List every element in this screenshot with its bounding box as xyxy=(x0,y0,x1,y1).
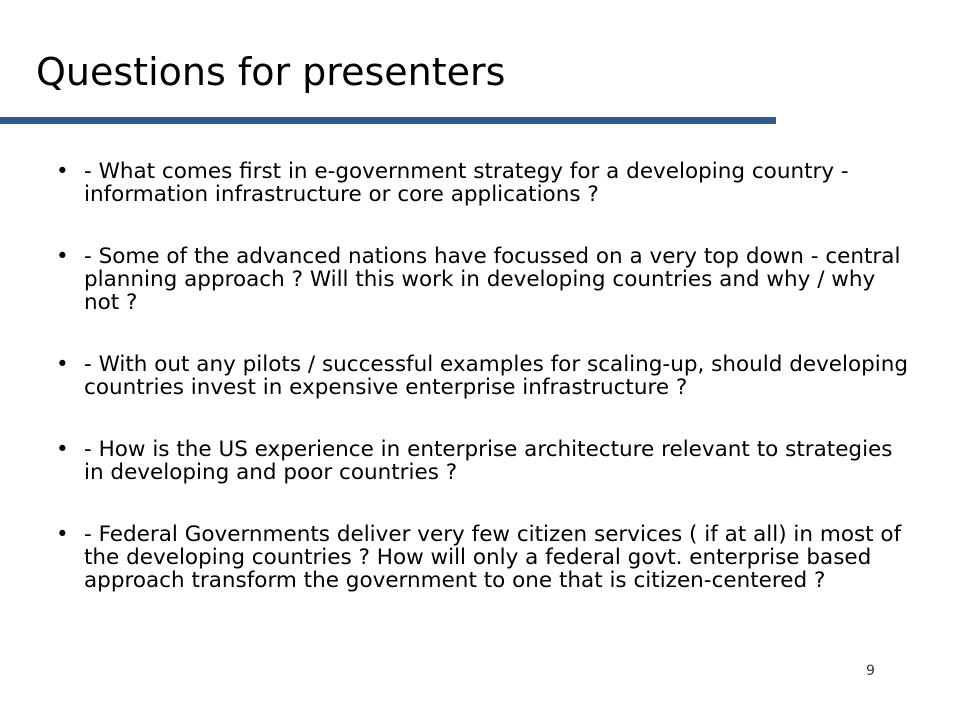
bullet-list xyxy=(56,160,916,592)
bullet-dot-icon: • xyxy=(56,352,69,377)
bullet-item xyxy=(56,245,916,314)
bullet-text: - What comes first in e-government strategy for a developing country - information infrastructure or core applications ? xyxy=(84,159,849,207)
bullet-text: - Federal Governments deliver very few citizen services ( if at all) in most of the developing countries ? How will only a federal govt. enterprise based approach transform the government to one that is citizen-centered ? xyxy=(84,522,902,593)
bullet-dot-icon: • xyxy=(56,244,69,269)
bullet-text: - With out any pilots / successful examples for scaling-up, should developing countries invest in expensive enterprise infrastructure ? xyxy=(84,352,909,400)
page-number: 9 xyxy=(866,663,875,679)
bullet-dot-icon: • xyxy=(56,159,69,184)
bullet-item xyxy=(56,523,916,592)
bullet-text: - How is the US experience in enterprise architecture relevant to strategies in developing and poor countries ? xyxy=(84,437,893,485)
bullet-item xyxy=(56,353,916,399)
slide-title: Questions for presenters xyxy=(36,50,506,94)
bullet-text: - Some of the advanced nations have focussed on a very top down - central planning approach ? Will this work in developing countries and why / why not ? xyxy=(84,244,901,315)
bullet-item xyxy=(56,438,916,484)
bullet-dot-icon: • xyxy=(56,437,69,462)
bullet-dot-icon: • xyxy=(56,522,69,547)
bullet-item xyxy=(56,160,916,206)
title-underline-rule xyxy=(0,117,776,124)
